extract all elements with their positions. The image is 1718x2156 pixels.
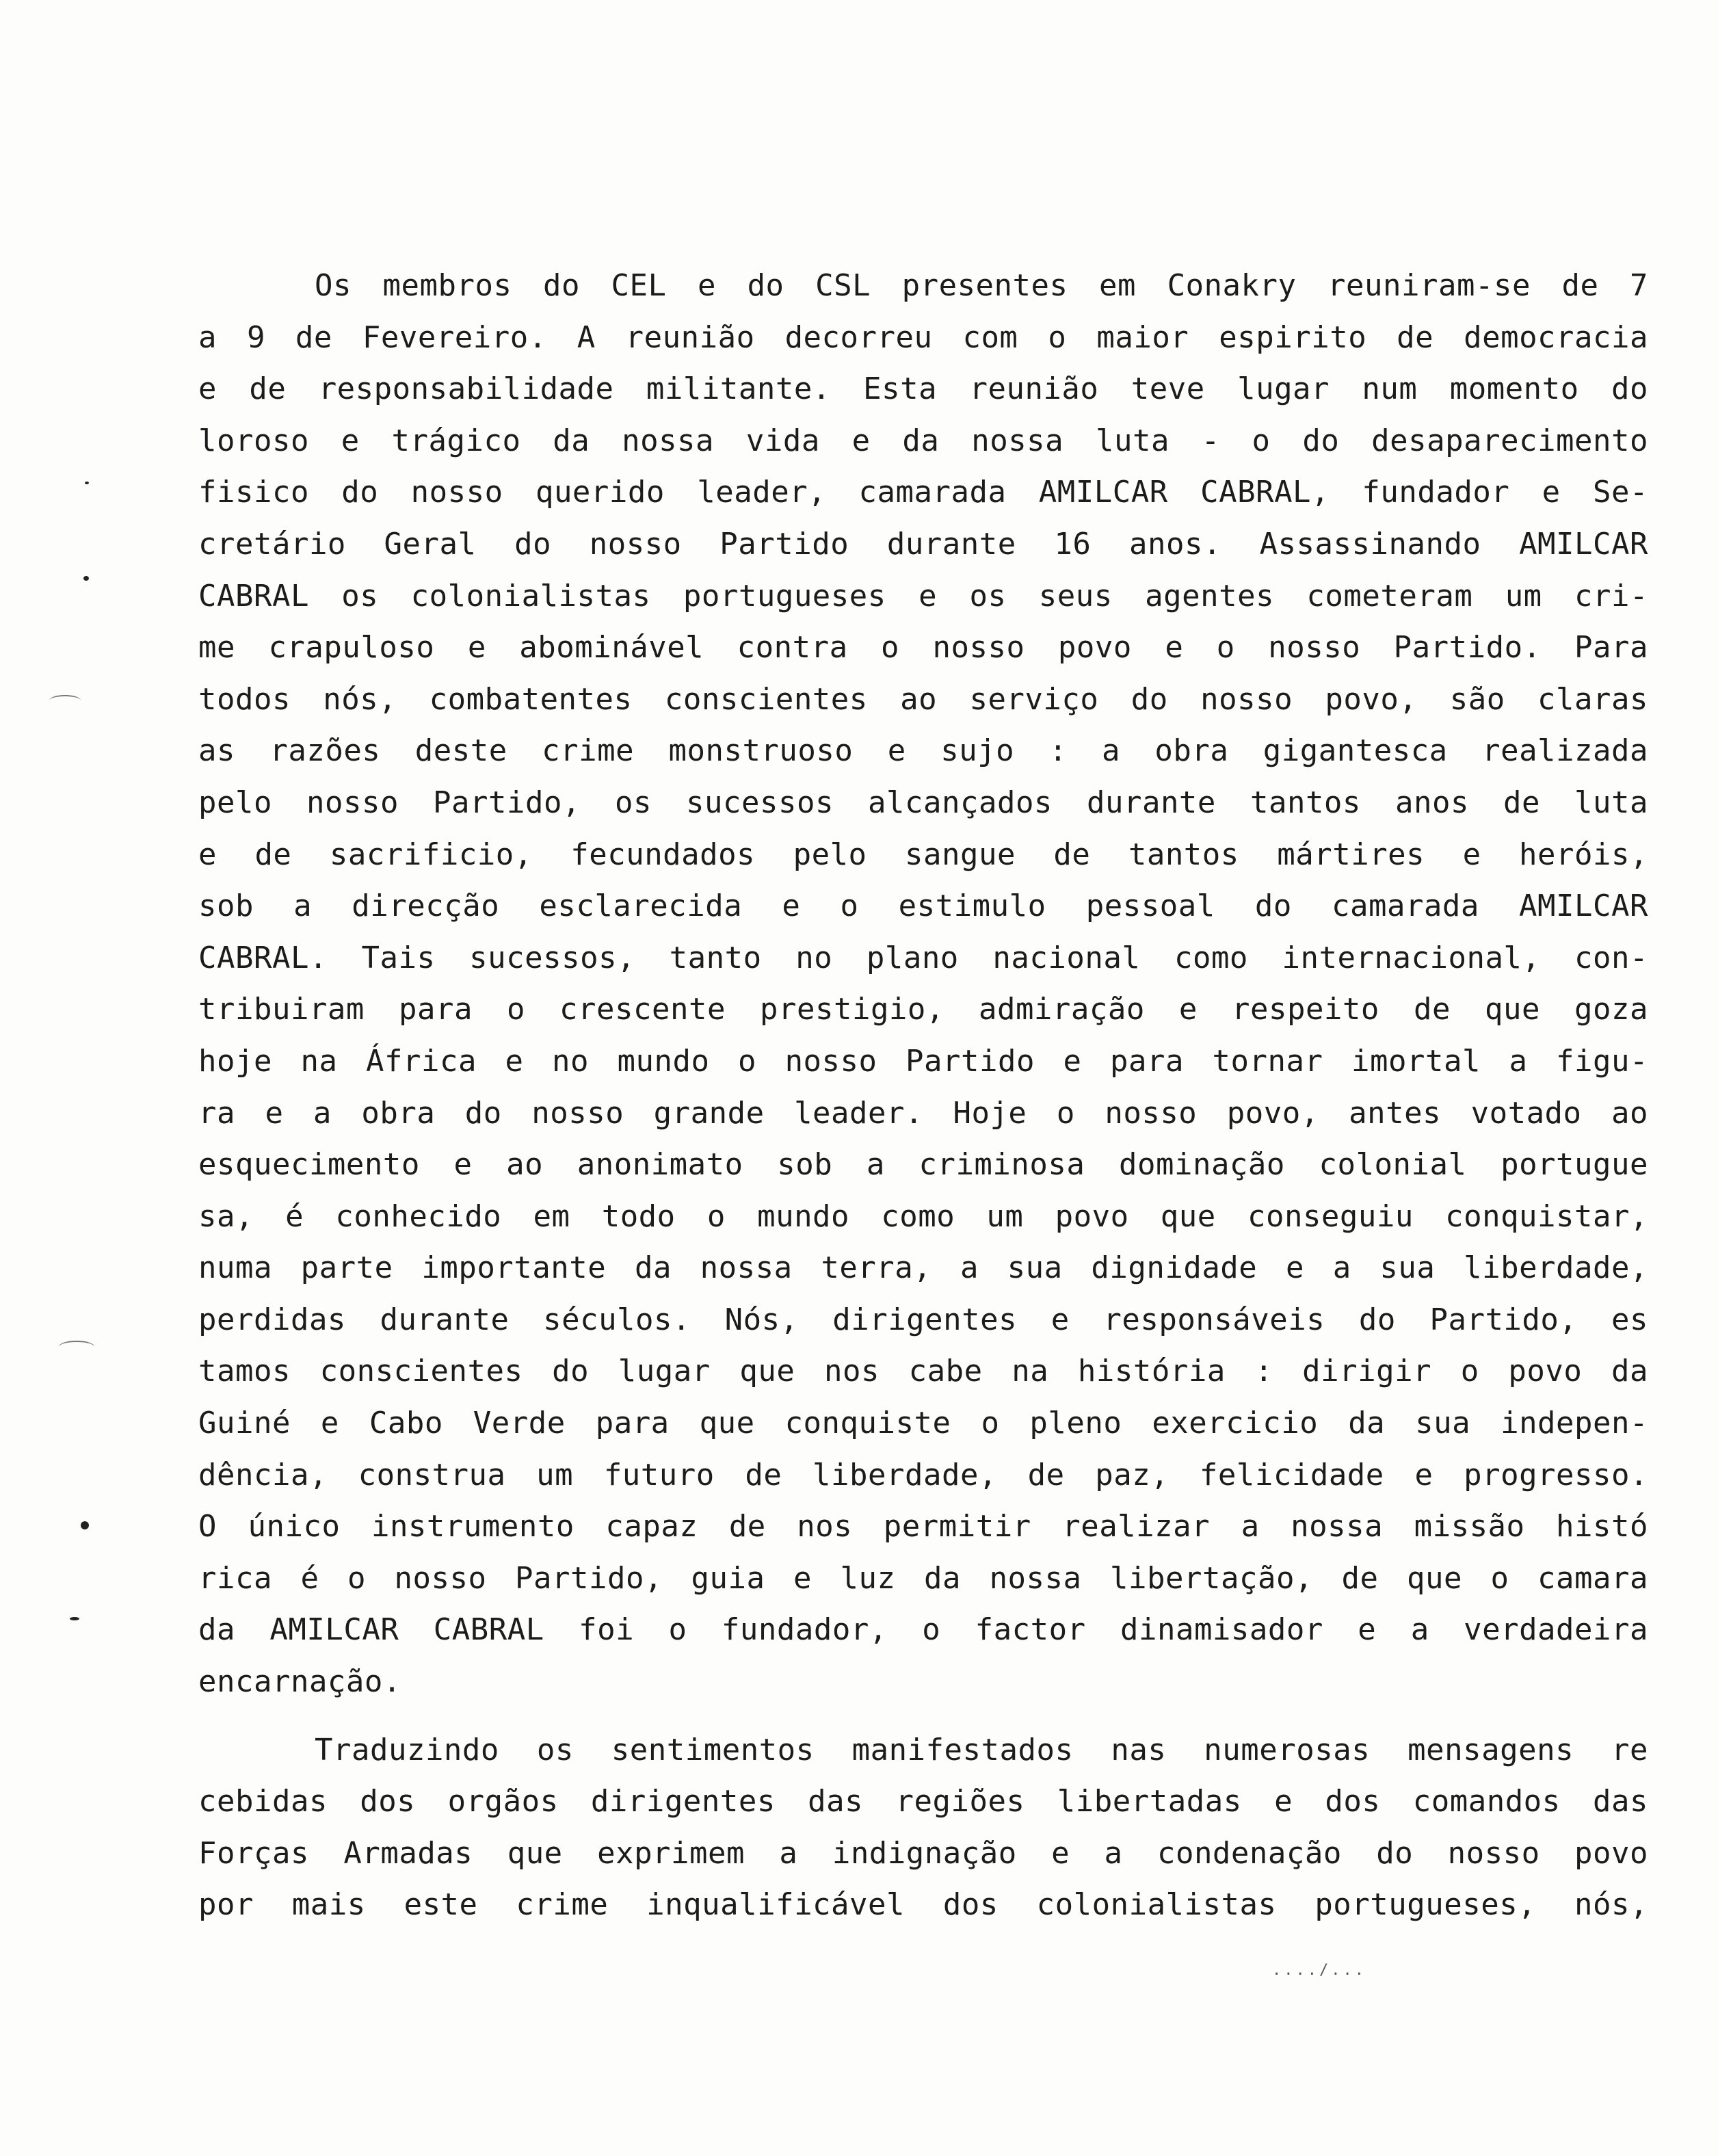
text-line: cebidas dos orgãos dirigentes das regiões libertadas e dos comandos das: [198, 1784, 1648, 1819]
text-line: tribuiram para o crescente prestigio, admiração e respeito de que goza: [198, 992, 1648, 1027]
text-line: rica é o nosso Partido, guia e luz da nossa libertação, de que o camara: [198, 1560, 1648, 1596]
text-line: e de sacrificio, fecundados pelo sangue de tantos mártires e heróis,: [198, 837, 1648, 872]
text-line: as razões deste crime monstruoso e sujo : a obra gigantesca realizada: [198, 733, 1648, 769]
text-line: e de responsabilidade militante. Esta reunião teve lugar num momento do: [198, 371, 1648, 407]
text-line: O único instrumento capaz de nos permitir realizar a nossa missão histó: [198, 1509, 1648, 1544]
text-line: a 9 de Fevereiro. A reunião decorreu com o maior espirito de democracia: [198, 319, 1648, 355]
text-line: tamos conscientes do lugar que nos cabe na história : dirigir o povo da: [198, 1354, 1648, 1389]
text-line: perdidas durante séculos. Nós, dirigentes e responsáveis do Partido, es: [198, 1302, 1648, 1337]
text-line: me crapuloso e abominável contra o nosso povo e o nosso Partido. Para: [198, 630, 1648, 666]
text-line: sob a direcção esclarecida e o estimulo pessoal do camarada AMILCAR: [198, 889, 1648, 924]
paragraph-2: [198, 1724, 1648, 1931]
text-line: pelo nosso Partido, os sucessos alcançados durante tantos anos de luta: [198, 785, 1648, 820]
text-line: Forças Armadas que exprimem a indignação e a condenação do nosso povo: [198, 1835, 1648, 1871]
margin-speck: [81, 1521, 89, 1529]
paragraph-gap: [198, 1708, 1648, 1724]
text-line: fisico do nosso querido leader, camarada AMILCAR CABRAL, fundador e Se-: [198, 475, 1648, 510]
text-line: Traduzindo os sentimentos manifestados nas numerosas mensagens re: [315, 1732, 1648, 1767]
margin-speck: [83, 576, 89, 581]
margin-smudge: [59, 1341, 94, 1353]
text-line: todos nós, combatentes conscientes ao serviço do nosso povo, são claras: [198, 681, 1648, 717]
text-line: esquecimento e ao anonimato sob a criminosa dominação colonial portugue: [198, 1147, 1648, 1183]
text-line: encarnação.: [198, 1664, 401, 1700]
margin-smudge: [49, 695, 81, 706]
text-line: hoje na África e no mundo o nosso Partido e para tornar imortal a figu-: [198, 1043, 1648, 1079]
text-line: numa parte importante da nossa terra, a sua dignidade e a sua liberdade,: [198, 1250, 1648, 1286]
text-line: da AMILCAR CABRAL foi o fundador, o factor dinamisador e a verdadeira: [198, 1612, 1648, 1648]
text-line: loroso e trágico da nossa vida e da nossa luta - o do desaparecimento: [198, 423, 1648, 458]
text-line: dência, construa um futuro de liberdade, de paz, felicidade e progresso.: [198, 1457, 1648, 1493]
margin-speck: [85, 482, 89, 484]
continuation-marker: ..../...: [1272, 1962, 1366, 1979]
text-line: Os membros do CEL e do CSL presentes em Conakry reuniram-se de 7: [315, 268, 1648, 303]
document-body: [198, 260, 1648, 1931]
paragraph-1: [198, 260, 1648, 1708]
text-line: Guiné e Cabo Verde para que conquiste o pleno exercicio da sua indepen-: [198, 1406, 1648, 1441]
text-line: ra e a obra do nosso grande leader. Hoje o nosso povo, antes votado ao: [198, 1095, 1648, 1131]
text-line: sa, é conhecido em todo o mundo como um povo que conseguiu conquistar,: [198, 1198, 1648, 1234]
text-line: CABRAL. Tais sucessos, tanto no plano nacional como internacional, con-: [198, 940, 1648, 975]
margin-speck: [70, 1617, 79, 1620]
text-line: CABRAL os colonialistas portugueses e os seus agentes cometeram um cri-: [198, 578, 1648, 614]
text-line: por mais este crime inqualificável dos colonialistas portugueses, nós,: [198, 1887, 1648, 1923]
text-line: cretário Geral do nosso Partido durante 16 anos. Assassinando AMILCAR: [198, 526, 1648, 562]
